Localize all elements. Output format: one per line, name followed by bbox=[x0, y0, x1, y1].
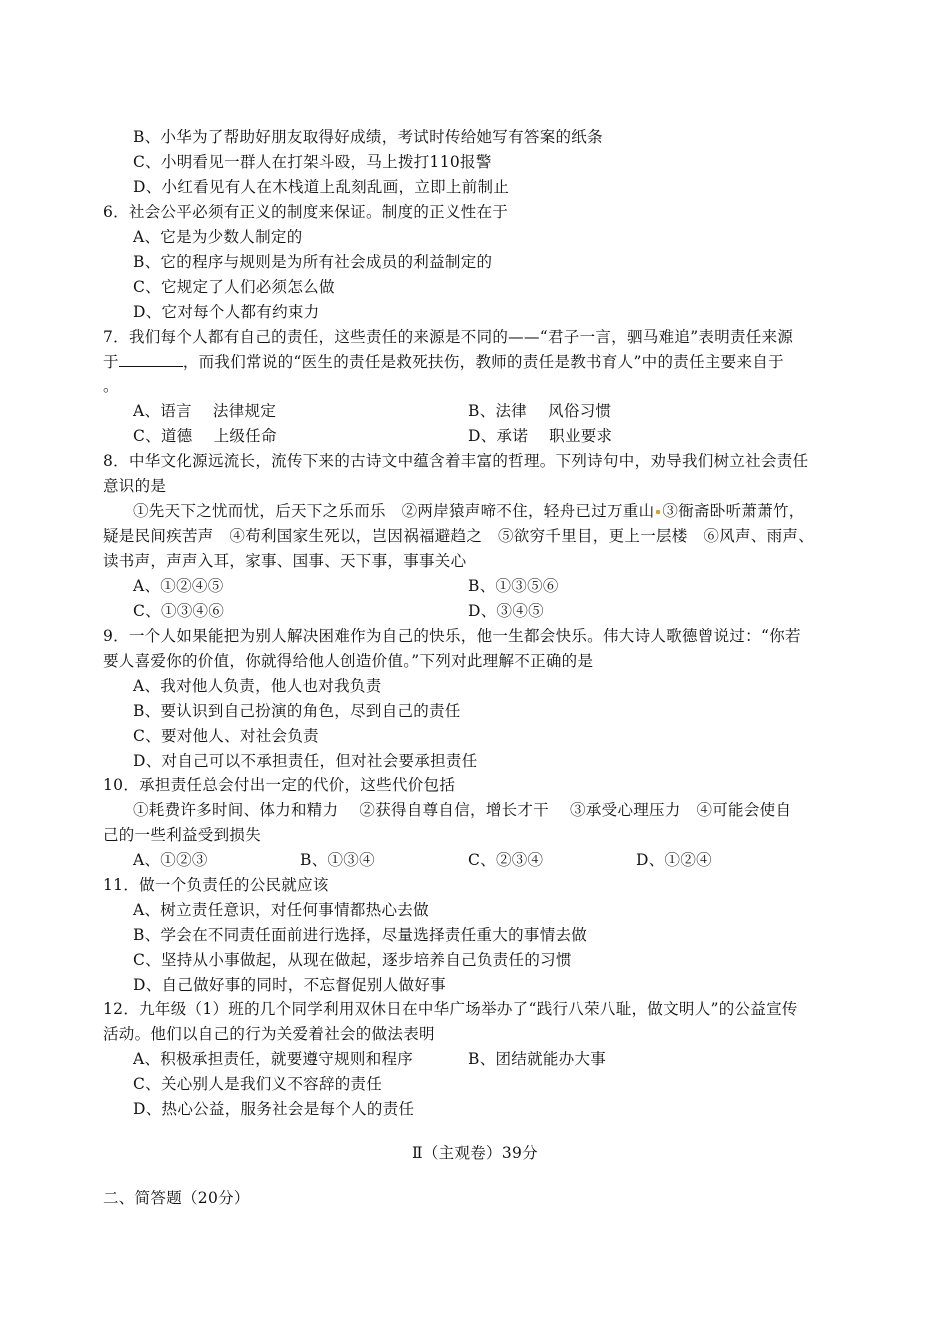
q12-option-b: B、团结就能办大事 bbox=[468, 1050, 607, 1068]
q9-option-d: D、对自己可以不承担责任，但对社会要承担责任 bbox=[133, 752, 478, 770]
q11-option-c: C、坚持从小事做起，从现在做起，逐步培养自己负责任的习惯 bbox=[133, 951, 572, 969]
q12-option-a: A、积极承担责任，就要遵守规则和程序 bbox=[133, 1050, 414, 1068]
section-title: Ⅱ（主观卷）39分 bbox=[412, 1144, 538, 1162]
q11-option-b: B、学会在不同责任面前进行选择，尽量选择责任重大的事情去做 bbox=[133, 926, 588, 944]
q8-option-d: D、③④⑤ bbox=[468, 602, 544, 620]
q7-option-c: C、道德 上级任命 bbox=[133, 427, 277, 445]
q8-stem-line2: 意识的是 bbox=[103, 477, 167, 495]
q7-option-a: A、语言 法律规定 bbox=[133, 402, 277, 420]
ink-dot bbox=[656, 510, 660, 514]
q7-stem-prefix: 于 bbox=[103, 353, 119, 371]
q12-stem-line1: 12．九年级（1）班的几个同学利用双休日在中华广场举办了“践行八荣八耻，做文明人”的公益宣传 bbox=[103, 1000, 798, 1018]
q7-stem-line1: 7．我们每个人都有自己的责任，这些责任的来源是不同的——“君子一言，驷马难追”表明责任来源 bbox=[103, 328, 794, 346]
q8-items-part2: ③衙斋卧听萧萧竹， bbox=[662, 502, 805, 520]
q10-stem: 10．承担责任总会付出一定的代价，这些代价包括 bbox=[103, 776, 456, 794]
q6-stem: 6．社会公平必须有正义的制度来保证。制度的正义性在于 bbox=[103, 203, 509, 221]
q10-items-line2: 己的一些利益受到损失 bbox=[103, 826, 262, 844]
q10-option-a: A、①②③ bbox=[133, 851, 208, 869]
q12-stem-line2: 活动。他们以自己的行为关爱着社会的做法表明 bbox=[103, 1025, 435, 1043]
q6-option-a: A、它是为少数人制定的 bbox=[133, 228, 303, 246]
q11-option-d: D、自己做好事的同时，不忘督促别人做好事 bbox=[133, 976, 446, 994]
q5-option-b: B、小华为了帮助好朋友取得好成绩，考试时传给她写有答案的纸条 bbox=[133, 128, 603, 146]
q7-stem-line3: 。 bbox=[103, 377, 119, 395]
q5-option-d: D、小红看见有人在木栈道上乱刻乱画，立即上前制止 bbox=[133, 178, 510, 196]
section-heading: 二、简答题（20分） bbox=[103, 1189, 250, 1207]
q8-option-a: A、①②④⑤ bbox=[133, 577, 224, 595]
q8-items-line3: 读书声，声声入耳，家事、国事、天下事，事事关心 bbox=[103, 552, 467, 570]
q10-option-d: D、①②④ bbox=[636, 851, 712, 869]
q7-option-d: D、承诺 职业要求 bbox=[468, 427, 613, 445]
q9-stem-line2: 要人喜爱你的价值，你就得给他人创造价值。”下列对此理解不正确的是 bbox=[103, 652, 594, 670]
q6-option-d: D、它对每个人都有约束力 bbox=[133, 303, 320, 321]
q10-items-line1: ①耗费许多时间、体力和精力 ②获得自尊自信，增长才干 ③承受心理压力 ④可能会使自 bbox=[133, 801, 792, 819]
q8-items-line2: 疑是民间疾苦声 ④苟利国家生死以，岂因祸福避趋之 ⑤欲穷千里目，更上一层楼 ⑥风声、雨声、 bbox=[103, 527, 815, 545]
q7-option-b: B、法律 风俗习惯 bbox=[468, 402, 612, 420]
q9-option-c: C、要对他人、对社会负责 bbox=[133, 727, 319, 745]
q6-option-b: B、它的程序与规则是为所有社会成员的利益制定的 bbox=[133, 253, 493, 271]
q9-stem-line1: 9．一个人如果能把为别人解决困难作为自己的快乐，他一生都会快乐。伟大诗人歌德曾说过：“你若 bbox=[103, 627, 801, 645]
q10-option-b: B、①③④ bbox=[300, 851, 375, 869]
q12-option-c: C、关心别人是我们义不容辞的责任 bbox=[133, 1075, 383, 1093]
q8-items-line1 bbox=[133, 501, 805, 521]
q7-stem-suffix: ，而我们常说的“医生的责任是救死扶伤，教师的责任是教书育人”中的责任主要来自于 bbox=[182, 353, 784, 371]
q12-option-d: D、热心公益，服务社会是每个人的责任 bbox=[133, 1100, 415, 1118]
q6-option-c: C、它规定了人们必须怎么做 bbox=[133, 278, 335, 296]
answer-blank bbox=[119, 352, 183, 367]
q10-option-c: C、②③④ bbox=[468, 851, 544, 869]
q5-option-c: C、小明看见一群人在打架斗殴，马上拨打110报警 bbox=[133, 153, 492, 171]
q8-items-part1: ①先天下之忧而忧，后天下之乐而乐 ②两岸猿声啼不住，轻舟已过万重山 bbox=[133, 502, 655, 520]
q8-stem-line1: 8．中华文化源远流长，流传下来的古诗文中蕴含着丰富的哲理。下列诗句中，劝导我们树立社会责任 bbox=[103, 452, 809, 470]
q11-option-a: A、树立责任意识，对任何事情都热心去做 bbox=[133, 901, 429, 919]
q8-option-b: B、①③⑤⑥ bbox=[468, 577, 559, 595]
q8-option-c: C、①③④⑥ bbox=[133, 602, 225, 620]
q7-stem-line2 bbox=[103, 352, 784, 372]
q11-stem: 11．做一个负责任的公民就应该 bbox=[103, 876, 329, 894]
q9-option-b: B、要认识到自己扮演的角色，尽到自己的责任 bbox=[133, 702, 461, 720]
q9-option-a: A、我对他人负责，他人也对我负责 bbox=[133, 677, 382, 695]
